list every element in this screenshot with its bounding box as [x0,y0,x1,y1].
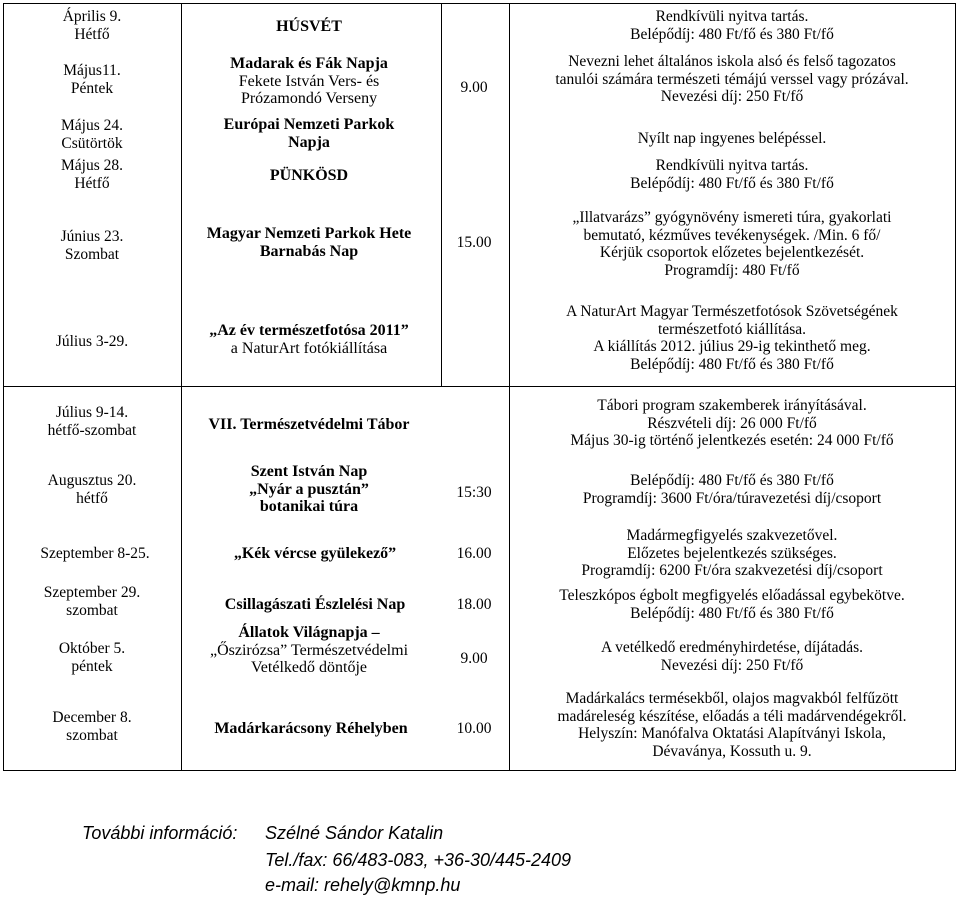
event-date-line: Október 5. [58,640,126,657]
contact-name: Szélné Sándor Katalin [265,823,444,843]
event-date-line: Hétfő [74,25,110,43]
event-date-line: Július 3-29. [55,333,129,350]
event-info-line: Részvételi díj: 26 000 Ft/fő [647,414,817,432]
event-info-line: Május 30-ig történő jelentkezés esetén: 24 000 Ft/fő [570,432,894,449]
event-date [4,333,180,351]
event-title [186,720,436,738]
event-date-line: Szeptember 8-25. [40,545,150,562]
event-date-line: szombat [66,726,118,744]
event-info-line: Nyílt nap ingyenes belépéssel. [637,130,827,147]
event-date-line: péntek [71,657,113,675]
event-info-line: madáreleség készítése, előadás a téli madárvendégekről. [557,707,907,725]
event-info-line: Belépődíj: 480 Ft/fő és 380 Ft/fő [630,604,834,622]
event-info-line: természetfotó kiállítása. [657,320,807,338]
event-time: 9.00 [460,650,488,667]
event-info [509,209,955,279]
event-info-line: Belépődíj: 480 Ft/fő és 380 Ft/fő [630,472,834,489]
event-info-line: Nevezési díj: 250 Ft/fő [660,88,804,105]
event-info-line: Belépődíj: 480 Ft/fő és 380 Ft/fő [630,174,834,192]
event-info [509,527,955,580]
event-info-line: Programdíj: 3600 Ft/óra/túravezetési díj/csoport [582,489,882,507]
event-title-line: Csillagászati Észlelési Nap [224,596,406,613]
event-title [182,624,436,677]
contact-label: További információ: [82,823,238,843]
event-time: 10.00 [456,720,492,737]
event-title [190,596,440,614]
event-date [4,228,180,263]
event-info-line: Belépődíj: 480 Ft/fő és 380 Ft/fő [630,25,834,43]
event-info-line: A vetélkedő eredményhirdetése, díjátadás. [600,639,864,656]
event-info-line: Dévaványa, Kossuth u. 9. [652,742,812,760]
event-title-line: Prózamondó Verseny [240,90,378,107]
event-info-line: Madárkalács termésekből, olajos magvakból felfűzött [565,690,899,707]
event-title [190,545,440,563]
event-info-line: Kérjük csoportok előzetes bejelentkezését. [599,244,865,261]
event-info [509,690,955,760]
event-date [4,640,180,675]
event-title-line: Állatok Világnapja – [238,624,380,641]
event-info [509,53,955,106]
event-info [509,587,955,622]
event-title [182,55,436,108]
event-title-line: „Nyár a pusztán” [249,480,369,498]
event-title-line: Madarak és Fák Napja [230,55,388,72]
event-date-line: hétfő [76,489,108,507]
event-date-line: Péntek [70,79,114,97]
event-info-line: Belépődíj: 480 Ft/fő és 380 Ft/fő [630,355,834,373]
event-title-line: „Őszirózsa” Természetvédelmi [209,641,409,659]
event-info [509,639,955,674]
event-date-line: Csütörtök [61,134,123,152]
event-title [182,116,436,151]
event-info-line: Programdíj: 6200 Ft/óra szakvezetési díj/csoport [581,562,883,579]
event-date [4,117,180,152]
event-date-line: szombat [66,601,118,619]
event-title-line: Európai Nemzeti Parkok [223,116,395,133]
event-title-line: Fekete István Vers- és [238,72,380,90]
event-title [182,463,436,516]
event-date [4,584,180,619]
event-date-line: Augusztus 20. [47,472,137,489]
event-title-line: VII. Természetvédelmi Tábor [208,416,410,433]
event-info-line: Nevezési díj: 250 Ft/fő [660,656,804,674]
event-date-line: Szeptember 29. [43,584,141,601]
event-info-line: Teleszkópos égbolt megfigyelés előadással egybekötve. [559,587,905,604]
contact-phone: Tel./fax: 66/483-083, +36-30/445-2409 [265,850,572,870]
event-date [4,157,180,192]
event-time: 9.00 [460,79,488,96]
event-title-line: HÚSVÉT [276,18,342,35]
event-title-line: „Kék vércse gyülekező” [233,545,397,562]
event-info-line: Madármegfigyelés szakvezetővel. [626,527,838,544]
event-date [0,545,190,563]
event-info [509,397,955,450]
event-date-line: Július 9-14. [55,404,129,421]
event-date-line: Június 23. [60,228,124,245]
event-info-line: Tábori program szakemberek irányításával. [597,397,867,414]
event-date [4,472,180,507]
column-divider-event [441,4,442,386]
event-title-line: botanikai túra [259,498,359,515]
event-info-line: Helyszín: Manófalva Oktatási Alapítványi Iskola, [578,725,886,742]
event-info [509,8,955,43]
event-info-line: „Illatvarázs” gyógynövény ismereti túra, gyakorlati [572,209,892,226]
event-title-line: a NaturArt fotókiállítása [230,339,388,357]
event-title-line: Vetélkedő döntője [251,659,367,676]
event-date-line: December 8. [52,709,132,726]
event-time: 18.00 [456,596,492,613]
event-info-line: A NaturArt Magyar Természetfotósok Szövetségének [566,303,898,320]
event-date-line: Hétfő [74,174,110,192]
event-info-line: Programdíj: 480 Ft/fő [664,261,800,279]
event-info [509,130,955,148]
event-title-line: Magyar Nemzeti Parkok Hete [206,225,412,242]
event-title-line: Szent István Nap [250,463,368,480]
event-date [4,8,180,43]
event-date-line: Április 9. [62,8,122,25]
event-info-line: Nevezni lehet általános iskola alsó és felső tagozatos [568,53,896,70]
event-date-line: Szombat [64,245,120,263]
event-info-line: Rendkívüli nyitva tartás. [655,157,809,174]
event-info-line: Előzetes bejelentkezés szükséges. [627,544,837,562]
event-title-line: PÜNKÖSD [269,167,349,184]
event-date-line: hétfő-szombat [47,421,137,439]
event-info [509,303,955,373]
event-time: 15.00 [456,234,492,251]
event-info [509,157,955,192]
event-title [182,322,436,357]
event-info-line: Rendkívüli nyitva tartás. [655,8,809,25]
event-title [182,167,436,185]
event-date [4,62,180,97]
row-divider [4,386,955,387]
event-title-line: „Az év természetfotósa 2011” [209,322,409,339]
event-info-line: bemutató, kézműves tevékenységek. /Min. 6 fő/ [583,226,881,244]
event-info [509,472,955,507]
event-time: 15:30 [456,484,492,501]
event-title [182,18,436,36]
event-title-line: Napja [288,133,330,151]
contact-email: e-mail: rehely@kmnp.hu [265,875,461,895]
event-title [182,225,436,260]
event-date [4,709,180,744]
event-title-line: Barnabás Nap [259,242,359,260]
event-date-line: Május11. [63,62,121,79]
event-date [4,404,180,439]
event-info-line: tanulói számára természeti témájú verssel vagy prózával. [555,70,909,88]
event-date-line: Május 24. [61,117,123,134]
event-time: 16.00 [456,545,492,562]
event-info-line: A kiállítás 2012. július 29-ig tekinthető meg. [593,338,871,355]
event-title [182,416,436,434]
event-date-line: Május 28. [61,157,123,174]
event-title-line: Madárkarácsony Réhelyben [214,720,408,737]
